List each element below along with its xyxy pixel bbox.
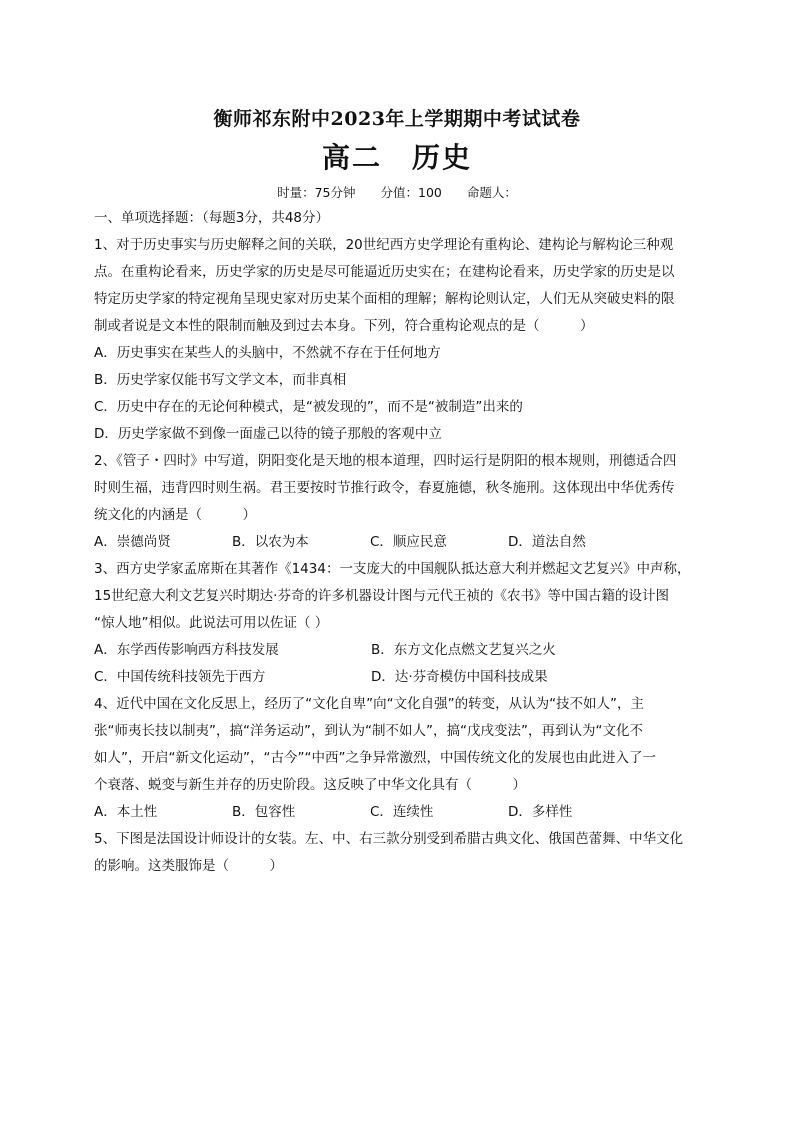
option-a: A．历史事实在某些人的头脑中，不然就不存在于任何地方 xyxy=(94,345,441,361)
question-stem-line: 点。在重构论看来，历史学家的历史是尽可能逼近历史实在；在建构论看来，历史学家的历史是以 xyxy=(94,264,675,280)
question-stem-line: 5、下图是法国设计师设计的女装。左、中、右三款分别受到希腊古典文化、俄国芭蕾舞、中华文化 xyxy=(94,831,684,847)
question-stem-line: 制或者说是文本性的限制而触及到过去本身。下列，符合重构论观点的是（ ） xyxy=(94,318,594,334)
options-row xyxy=(94,799,706,826)
options-row xyxy=(94,664,706,691)
exam-content xyxy=(94,205,706,880)
option-d: D．历史学家做不到像一面虚己以待的镜子那般的客观中立 xyxy=(94,426,442,442)
question-stem-line: 4、近代中国在文化反思上，经历了“文化自卑”向“文化自强”的转变，从认为“技不如人”，主 xyxy=(94,696,645,712)
option-c: C．顺应民意 xyxy=(370,534,447,550)
question-stem-line: 张“师夷长技以制夷”，搞“洋务运动”，到认为“制不如人”，搞“戊戌变法”，再到认为“文化不 xyxy=(94,723,643,739)
question-stem-line: 时则生福，违背四时则生祸。君王要按时节推行政令，春夏施德，秋冬施刑。这体现出中华优秀传 xyxy=(94,480,675,496)
option-c: C．连续性 xyxy=(370,804,434,820)
option-d: D．达·芬奇模仿中国科技成果 xyxy=(371,669,548,685)
question-stem-line: 1、对于历史事实与历史解释之间的关联，20世纪西方史学理论有重构论、建构论与解构论三种观 xyxy=(94,237,674,253)
options-row xyxy=(94,529,706,556)
question-stem-line: 统文化的内涵是（ ） xyxy=(94,507,256,523)
option-b: B．包容性 xyxy=(232,804,296,820)
option-c: C．历史中存在的无论何种模式，是“被发现的”，而不是“被制造”出来的 xyxy=(94,399,523,415)
option-b: B．东方文化点燃文艺复兴之火 xyxy=(371,642,556,658)
question-stem-line: 15世纪意大利文艺复兴时期达·芬奇的许多机器设计图与元代王祯的《农书》等中国古籍的设计图 xyxy=(94,588,669,604)
option-a: A．崇德尚贤 xyxy=(94,534,171,550)
question-5 xyxy=(94,826,706,880)
option-a: A．本土性 xyxy=(94,804,158,820)
option-b: B．历史学家仅能书写文学文本，而非真相 xyxy=(94,372,347,388)
question-1 xyxy=(94,232,706,448)
question-2 xyxy=(94,448,706,556)
question-4 xyxy=(94,691,706,826)
question-stem-line: 如人”，开启“新文化运动”，“古今”“中西”之争异常激烈，中国传统文化的发展也由此进入了一 xyxy=(94,750,656,766)
question-3 xyxy=(94,556,706,691)
question-stem-line: 3、西方史学家孟席斯在其著作《1434：一支庞大的中国舰队抵达意大利并燃起文艺复兴》中声称， xyxy=(94,561,691,577)
question-stem-line: 的影响。这类服饰是（ ） xyxy=(94,858,283,874)
option-d: D．多样性 xyxy=(508,804,573,820)
question-stem-line: “惊人地”相似。此说法可用以佐证（ ） xyxy=(94,615,329,631)
exam-meta: 时量：75分钟 分值：100 命题人： xyxy=(277,185,517,200)
question-stem-line: 特定历史学家的特定视角呈现史家对历史某个面相的理解；解构论则认定，人们无从突破史料的限 xyxy=(94,291,675,307)
options-row xyxy=(94,637,706,664)
option-c: C．中国传统科技领先于西方 xyxy=(94,669,266,685)
option-d: D．道法自然 xyxy=(508,534,586,550)
section-heading: 一、单项选择题：（每题3分，共48分） xyxy=(94,210,330,226)
question-stem-line: 2、《管子・四时》中写道，阴阳变化是天地的根本道理，四时运行是阴阳的根本规则，刑德适合四 xyxy=(94,453,677,469)
exam-title: 衡师祁东附中2023年上学期期中考试试卷 xyxy=(213,108,581,130)
question-stem-line: 个衰落、蜕变与新生并存的历史阶段。这反映了中华文化具有（ ） xyxy=(94,777,526,793)
exam-subject: 高二 历史 xyxy=(321,141,472,174)
option-b: B．以农为本 xyxy=(232,534,309,550)
option-a: A．东学西传影响西方科技发展 xyxy=(94,642,279,658)
